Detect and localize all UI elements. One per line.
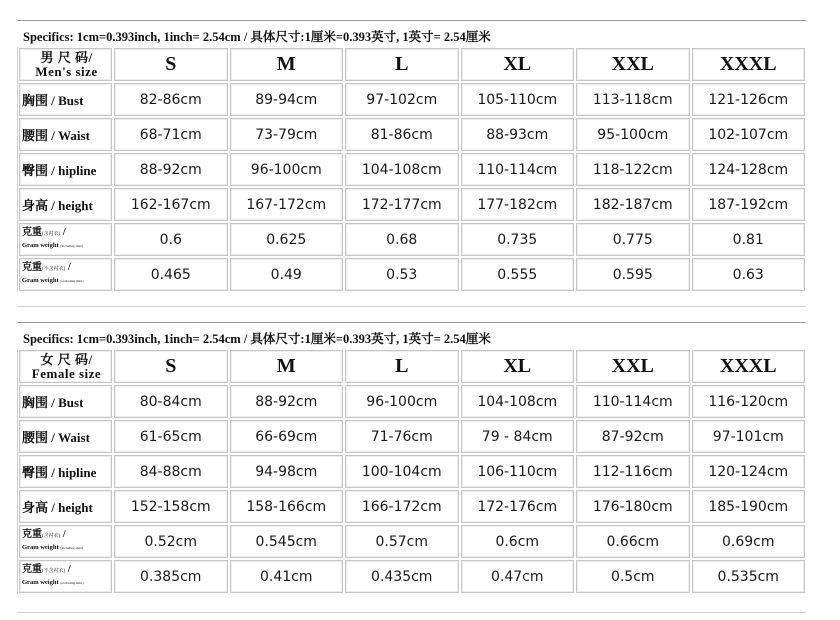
table-cell: 177-182cm — [461, 188, 575, 221]
table-cell: 172-176cm — [461, 490, 575, 523]
table-cell: 100-104cm — [345, 455, 459, 488]
table-cell: 0.49 — [230, 258, 344, 291]
weight-label-cn: 克重(不含衬衣) / — [22, 262, 71, 273]
row-label-hipline: 臀围 / hipline — [19, 153, 112, 186]
row-label-height: 身高 / height — [19, 188, 112, 221]
table-cell: 0.465 — [114, 258, 228, 291]
table-cell: 61-65cm — [114, 420, 228, 453]
table-cell: 0.625 — [230, 223, 344, 256]
table-cell: 0.69cm — [692, 525, 806, 558]
table-cell: 0.53 — [345, 258, 459, 291]
row-label-waist: 腰围 / Waist — [19, 420, 112, 453]
table-cell: 182-187cm — [576, 188, 690, 221]
table-cell: 79 - 84cm — [461, 420, 575, 453]
table-cell: 66-69cm — [230, 420, 344, 453]
table-cell: 0.6cm — [461, 525, 575, 558]
size-header: M — [230, 350, 344, 383]
table-cell: 112-116cm — [576, 455, 690, 488]
size-header: XL — [461, 350, 575, 383]
size-header: L — [345, 350, 459, 383]
table-cell: 0.435cm — [345, 560, 459, 593]
size-label-en: Female size — [31, 365, 102, 381]
divider — [17, 612, 806, 613]
size-header: XL — [461, 48, 575, 81]
row-label-bust: 胸围 / Bust — [19, 385, 112, 418]
table-cell: 80-84cm — [114, 385, 228, 418]
table-cell: 81-86cm — [345, 118, 459, 151]
size-header: M — [230, 48, 344, 81]
table-cell: 124-128cm — [692, 153, 806, 186]
weight-label-en: Gram weight (excluding shirt) — [22, 579, 84, 586]
row-label-waist: 腰围 / Waist — [19, 118, 112, 151]
row-label-weight-excl — [19, 258, 112, 291]
table-cell: 88-92cm — [230, 385, 344, 418]
table-cell: 110-114cm — [461, 153, 575, 186]
table-cell: 84-88cm — [114, 455, 228, 488]
women-size-table — [17, 349, 806, 594]
table-cell: 0.595 — [576, 258, 690, 291]
table-cell: 185-190cm — [692, 490, 806, 523]
table-cell: 0.57cm — [345, 525, 459, 558]
table-cell: 88-92cm — [114, 153, 228, 186]
women-size-chart — [17, 322, 806, 594]
weight-label-cn: 克重(含衬衣) / — [22, 529, 66, 540]
size-header: L — [345, 48, 459, 81]
table-cell: 0.535cm — [692, 560, 806, 593]
table-cell: 116-120cm — [692, 385, 806, 418]
table-cell: 121-126cm — [692, 83, 806, 116]
table-cell: 102-107cm — [692, 118, 806, 151]
women-specifics-line: Specifics: 1cm=0.393inch, 1inch= 2.54cm / 具体尺寸:1厘米=0.393英寸, 1英寸= 2.54厘米 — [23, 332, 491, 346]
table-cell: 0.68 — [345, 223, 459, 256]
row-label-weight-excl — [19, 560, 112, 593]
divider — [17, 306, 806, 307]
men-size-header-label — [19, 48, 112, 81]
table-cell: 0.52cm — [114, 525, 228, 558]
size-label-cn: 男 尺 码/ — [40, 49, 93, 65]
table-cell: 0.81 — [692, 223, 806, 256]
table-cell: 113-118cm — [576, 83, 690, 116]
weight-label-en: Gram weight (excluding shirt) — [22, 277, 84, 284]
row-label-weight-incl — [19, 223, 112, 256]
table-cell: 167-172cm — [230, 188, 344, 221]
table-cell: 0.47cm — [461, 560, 575, 593]
table-cell: 152-158cm — [114, 490, 228, 523]
table-cell: 0.5cm — [576, 560, 690, 593]
table-cell: 104-108cm — [461, 385, 575, 418]
table-cell: 158-166cm — [230, 490, 344, 523]
table-cell: 96-100cm — [345, 385, 459, 418]
table-cell: 96-100cm — [230, 153, 344, 186]
women-size-header-label — [19, 350, 112, 383]
row-label-bust: 胸围 / Bust — [19, 83, 112, 116]
table-cell: 94-98cm — [230, 455, 344, 488]
table-cell: 106-110cm — [461, 455, 575, 488]
weight-label-en: Gram weight (including shirt) — [22, 242, 83, 249]
men-size-table — [17, 47, 806, 292]
table-cell: 0.385cm — [114, 560, 228, 593]
table-cell: 73-79cm — [230, 118, 344, 151]
row-label-hipline: 臀围 / hipline — [19, 455, 112, 488]
size-label-cn: 女 尺 码/ — [40, 351, 93, 367]
size-header: XXXL — [692, 48, 806, 81]
size-header: S — [114, 350, 228, 383]
table-cell: 105-110cm — [461, 83, 575, 116]
size-label-en: Men's size — [35, 63, 98, 79]
table-cell: 97-102cm — [345, 83, 459, 116]
table-cell: 187-192cm — [692, 188, 806, 221]
table-cell: 0.775 — [576, 223, 690, 256]
table-cell: 0.545cm — [230, 525, 344, 558]
table-cell: 172-177cm — [345, 188, 459, 221]
table-cell: 162-167cm — [114, 188, 228, 221]
table-cell: 0.555 — [461, 258, 575, 291]
table-cell: 68-71cm — [114, 118, 228, 151]
weight-label-en: Gram weight (including shirt) — [22, 544, 83, 551]
weight-label-cn: 克重(含衬衣) / — [22, 227, 66, 238]
table-cell: 71-76cm — [345, 420, 459, 453]
size-header: S — [114, 48, 228, 81]
table-cell: 97-101cm — [692, 420, 806, 453]
table-cell: 82-86cm — [114, 83, 228, 116]
table-cell: 0.735 — [461, 223, 575, 256]
row-label-height: 身高 / height — [19, 490, 112, 523]
size-header: XXXL — [692, 350, 806, 383]
men-specifics-line: Specifics: 1cm=0.393inch, 1inch= 2.54cm / 具体尺寸:1厘米=0.393英寸, 1英寸= 2.54厘米 — [23, 30, 491, 44]
table-cell: 104-108cm — [345, 153, 459, 186]
table-cell: 110-114cm — [576, 385, 690, 418]
table-cell: 88-93cm — [461, 118, 575, 151]
weight-label-cn: 克重(不含衬衣) / — [22, 564, 71, 575]
table-cell: 87-92cm — [576, 420, 690, 453]
table-cell: 176-180cm — [576, 490, 690, 523]
men-size-chart — [17, 20, 806, 292]
size-header: XXL — [576, 350, 690, 383]
table-cell: 0.41cm — [230, 560, 344, 593]
table-cell: 89-94cm — [230, 83, 344, 116]
table-cell: 95-100cm — [576, 118, 690, 151]
row-label-weight-incl — [19, 525, 112, 558]
table-cell: 120-124cm — [692, 455, 806, 488]
table-cell: 166-172cm — [345, 490, 459, 523]
table-cell: 0.63 — [692, 258, 806, 291]
size-header: XXL — [576, 48, 690, 81]
table-cell: 0.66cm — [576, 525, 690, 558]
table-cell: 0.6 — [114, 223, 228, 256]
table-cell: 118-122cm — [576, 153, 690, 186]
